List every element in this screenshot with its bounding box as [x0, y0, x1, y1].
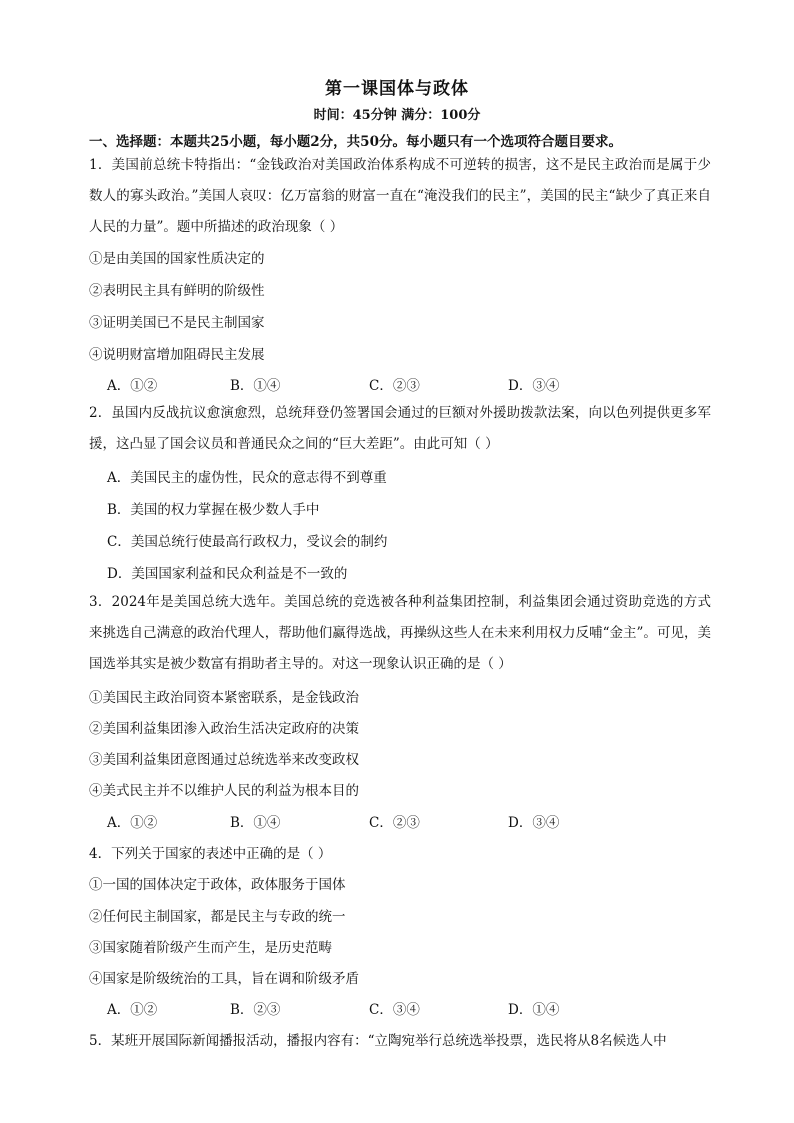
question-1-statement-3: ③证明美国已不是民主制国家	[89, 315, 265, 331]
question-4-statement-1: ①一国的国体决定于政体，政体服务于国体	[89, 877, 346, 893]
question-1-statement-4: ④说明财富增加阻碍民主发展	[89, 347, 265, 363]
question-4-statement-3: ③国家随着阶级产生而产生，是历史范畴	[89, 940, 332, 956]
section-heading: 一、选择题：本题共25小题，每小题2分，共50分。每小题只有一个选项符合题目要求。	[89, 134, 622, 150]
question-4-option-b[interactable]: B．②③	[230, 1002, 281, 1018]
question-3-statement-3: ③美国利益集团意图通过总统选举来改变政权	[89, 752, 359, 768]
question-2-stem: 2．虽国内反战抗议愈演愈烈，总统拜登仍签署国会通过的巨额对外援助拨款法案，向以色列提供更多军援，这凸显了国会议员和普通民众之间的“巨大差距”。由此可知（ ）	[89, 405, 711, 452]
question-4-option-a[interactable]: A．①②	[107, 1002, 158, 1018]
question-1-option-c[interactable]: C．②③	[369, 378, 420, 394]
question-3-statement-1: ①美国民主政治同资本紧密联系，是金钱政治	[89, 690, 359, 706]
question-4-stem: 4．下列关于国家的表述中正确的是（ ）	[89, 846, 332, 862]
question-3-options	[107, 811, 667, 831]
question-4-statement-2: ②任何民主制国家，都是民主与专政的统一	[89, 909, 346, 925]
question-1-stem: 1．美国前总统卡特指出：“金钱政治对美国政治体系构成不可逆转的损害，这不是民主政治而是属于少数人的寡头政治。”美国人哀叹：亿万富翁的财富一直在“淹没我们的民主”，美国的民主“缺少了真正来自人民的力量”。题中所描述的政治现象（ ）	[89, 157, 711, 235]
question-1-statement-2: ②表明民主具有鲜明的阶级性	[89, 283, 265, 299]
question-2-option-b[interactable]: B．美国的权力掌握在极少数人手中	[107, 502, 320, 518]
question-1-option-b[interactable]: B．①④	[230, 378, 281, 394]
page-title: 第一课国体与政体	[325, 79, 469, 99]
question-3-statement-2: ②美国利益集团渗入政治生活决定政府的决策	[89, 721, 359, 737]
question-3-option-b[interactable]: B．①④	[230, 815, 281, 831]
question-2-option-d[interactable]: D．美国国家利益和民众利益是不一致的	[107, 566, 348, 582]
question-3-option-c[interactable]: C．②③	[369, 815, 420, 831]
question-5-stem: 5．某班开展国际新闻播报活动，播报内容有：“立陶宛举行总统选举投票，选民将从8名候选人中	[89, 1033, 667, 1049]
question-4-statement-4: ④国家是阶级统治的工具，旨在调和阶级矛盾	[89, 971, 359, 987]
question-2-option-a[interactable]: A．美国民主的虚伪性，民众的意志得不到尊重	[107, 470, 387, 486]
question-4-option-d[interactable]: D．①④	[508, 1002, 560, 1018]
question-1-options	[107, 374, 667, 394]
question-1-statement-1: ①是由美国的国家性质决定的	[89, 251, 265, 267]
question-1-option-a[interactable]: A．①②	[107, 378, 158, 394]
question-3-stem: 3．2024年是美国总统大选年。美国总统的竞选被各种利益集团控制，利益集团会通过资助竞选的方式来挑选自己满意的政治代理人，帮助他们赢得选战，再操纵这些人在未来利用权力反哺“金主”。可见，美国选举其实是被少数富有捐助者主导的。对这一现象认识正确的是（ ）	[89, 594, 711, 672]
question-4-option-c[interactable]: C．③④	[369, 1002, 420, 1018]
question-1-option-d[interactable]: D．③④	[508, 378, 560, 394]
question-3-statement-4: ④美式民主并不以维护人民的利益为根本目的	[89, 783, 359, 799]
exam-time-score: 时间：45分钟 满分：100分	[313, 108, 481, 123]
question-4-options	[107, 998, 667, 1018]
question-2-option-c[interactable]: C．美国总统行使最高行政权力，受议会的制约	[107, 534, 388, 550]
question-3-option-d[interactable]: D．③④	[508, 815, 560, 831]
question-3-option-a[interactable]: A．①②	[107, 815, 158, 831]
